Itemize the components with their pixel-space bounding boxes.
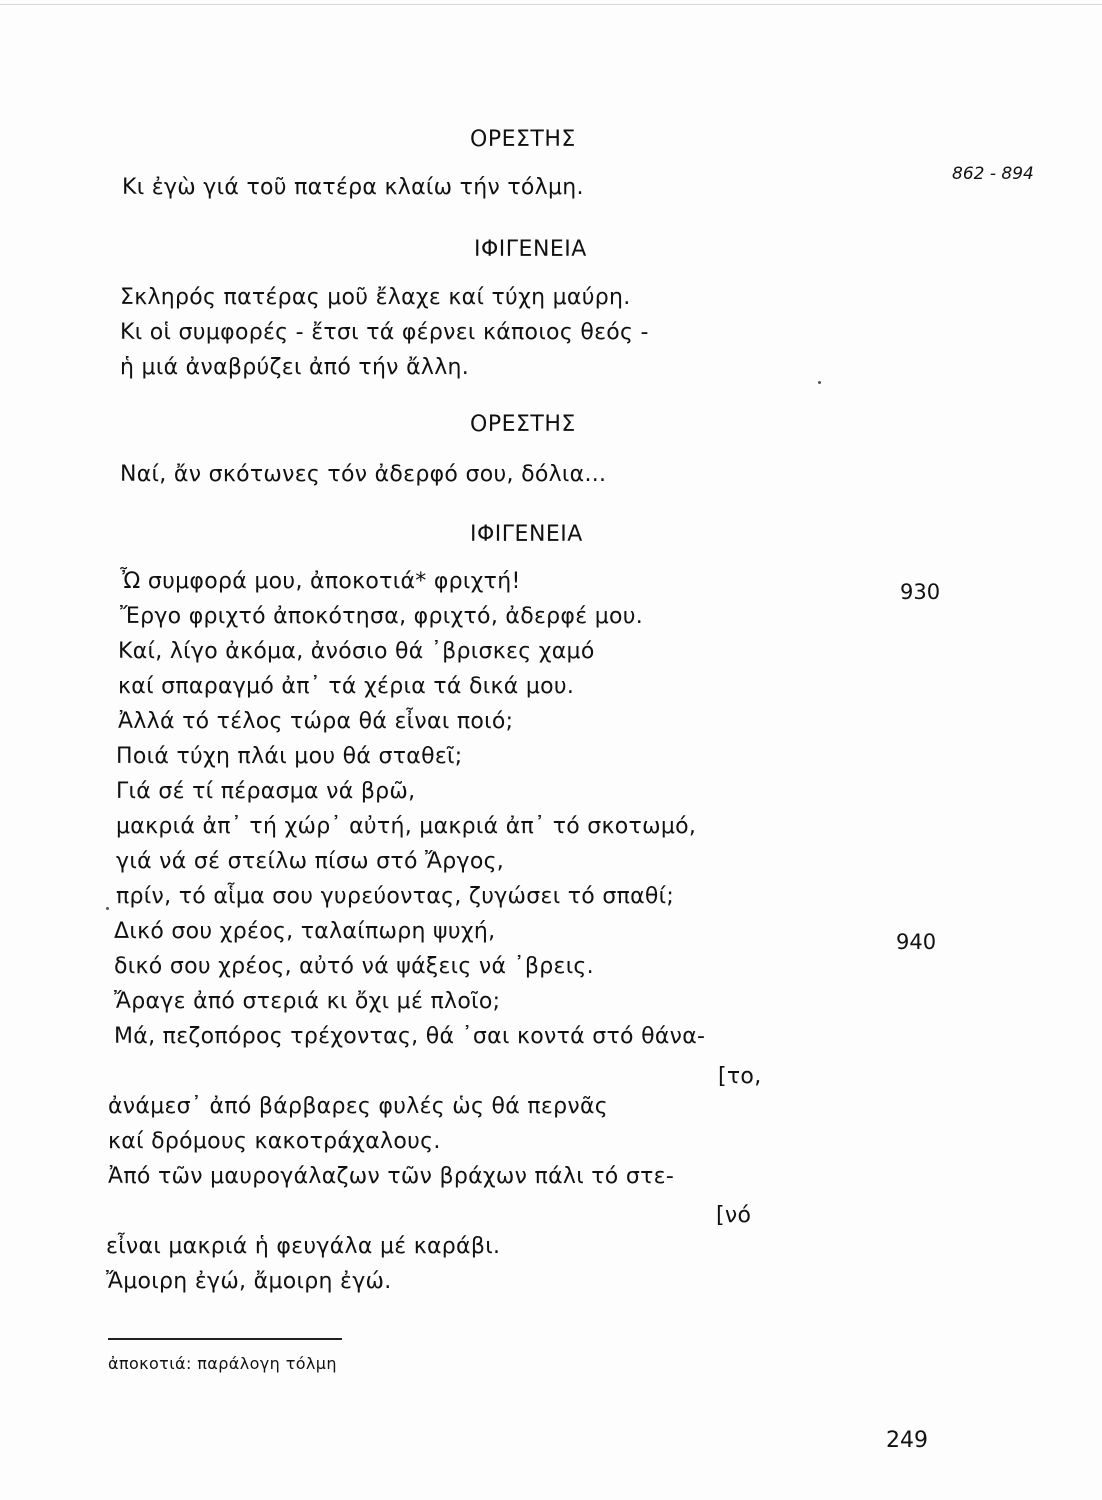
verse-line: Σκληρός πατέρας μοῦ ἔλαχε καί τύχη μαύρη. <box>120 285 631 310</box>
footnote-divider <box>108 1338 342 1340</box>
speaker-heading: ΟΡΕΣΤΗΣ <box>470 127 576 152</box>
verse-line: Ναί, ἄν σκότωνες τόν ἀδερφό σου, δόλια... <box>120 462 607 487</box>
verse-line: Μά, πεζοπόρος τρέχοντας, θά ᾽σαι κοντά στό θάνα- <box>114 1024 706 1049</box>
speaker-heading: ΙΦΙΓΕΝΕΙΑ <box>474 237 587 262</box>
verse-line: Κι ἐγὼ γιά τοῦ πατέρα κλαίω τήν τόλμη. <box>122 175 584 200</box>
speck <box>106 907 109 910</box>
verse-line: καί σπαραγμό ἀπ᾽ τά χέρια τά δικά μου. <box>118 674 575 699</box>
verse-line: Ἄμοιρη ἐγώ, ἄμοιρη ἐγώ. <box>106 1269 392 1294</box>
line-range-note: 862 - 894 <box>952 164 1034 184</box>
speck <box>818 381 821 384</box>
verse-line: εἶναι μακριά ἡ φευγάλα μέ καράβι. <box>106 1234 501 1259</box>
verse-line: Γιά σέ τί πέρασμα νά βρῶ, <box>116 779 416 804</box>
verse-line: Ὦ συμφορά μου, ἀποκοτιά* φριχτή! <box>120 569 521 594</box>
verse-line: Καί, λίγο ἀκόμα, ἀνόσιο θά ᾽βρισκες χαμό <box>118 639 595 664</box>
line-number: 930 <box>900 580 941 604</box>
verse-line: Ἀπό τῶν μαυρογάλαζων τῶν βράχων πάλι τό στε- <box>108 1164 675 1189</box>
line-number: 940 <box>896 930 937 954</box>
verse-line: πρίν, τό αἷμα σου γυρεύοντας, ζυγώσει τό σπαθί; <box>116 884 675 909</box>
page-number: 249 <box>886 1428 928 1453</box>
speaker-heading: ΟΡΕΣΤΗΣ <box>470 412 576 437</box>
verse-line: μακριά ἀπ᾽ τή χώρ᾽ αὐτή, μακριά ἀπ᾽ τό σκοτωμό, <box>116 814 697 839</box>
verse-continuation: [το, <box>718 1064 762 1089</box>
verse-continuation: [νό <box>716 1203 752 1228</box>
speaker-heading: ΙΦΙΓΕΝΕΙΑ <box>470 522 583 547</box>
footnote: ἀποκοτιά: παράλογη τόλμη <box>108 1354 337 1373</box>
verse-line: Δικό σου χρέος, ταλαίπωρη ψυχή, <box>114 919 496 944</box>
verse-line: γιά νά σέ στείλω πίσω στό Ἄργος, <box>116 849 505 874</box>
verse-line: δικό σου χρέος, αὐτό νά ψάξεις νά ᾽βρεις. <box>114 954 594 979</box>
verse-line: ἡ μιά ἀναβρύζει ἀπό τήν ἄλλη. <box>120 355 470 380</box>
verse-line: Ἔργο φριχτό ἀποκότησα, φριχτό, ἀδερφέ μου. <box>120 604 644 629</box>
verse-line: Ἀλλά τό τέλος τώρα θά εἶναι ποιό; <box>118 709 514 734</box>
verse-line: Κι οἱ συμφορές - ἔτσι τά φέρνει κάποιος θεός - <box>120 320 649 345</box>
verse-line: καί δρόμους κακοτράχαλους. <box>108 1129 441 1154</box>
verse-line: Ποιά τύχη πλάι μου θά σταθεῖ; <box>116 744 463 769</box>
verse-line: Ἄραγε ἀπό στεριά κι ὄχι μέ πλοῖο; <box>114 989 501 1014</box>
verse-line: ἀνάμεσ᾽ ἀπό βάρβαρες φυλές ὡς θά περνᾶς <box>108 1094 608 1119</box>
top-edge-rule <box>0 4 1102 5</box>
